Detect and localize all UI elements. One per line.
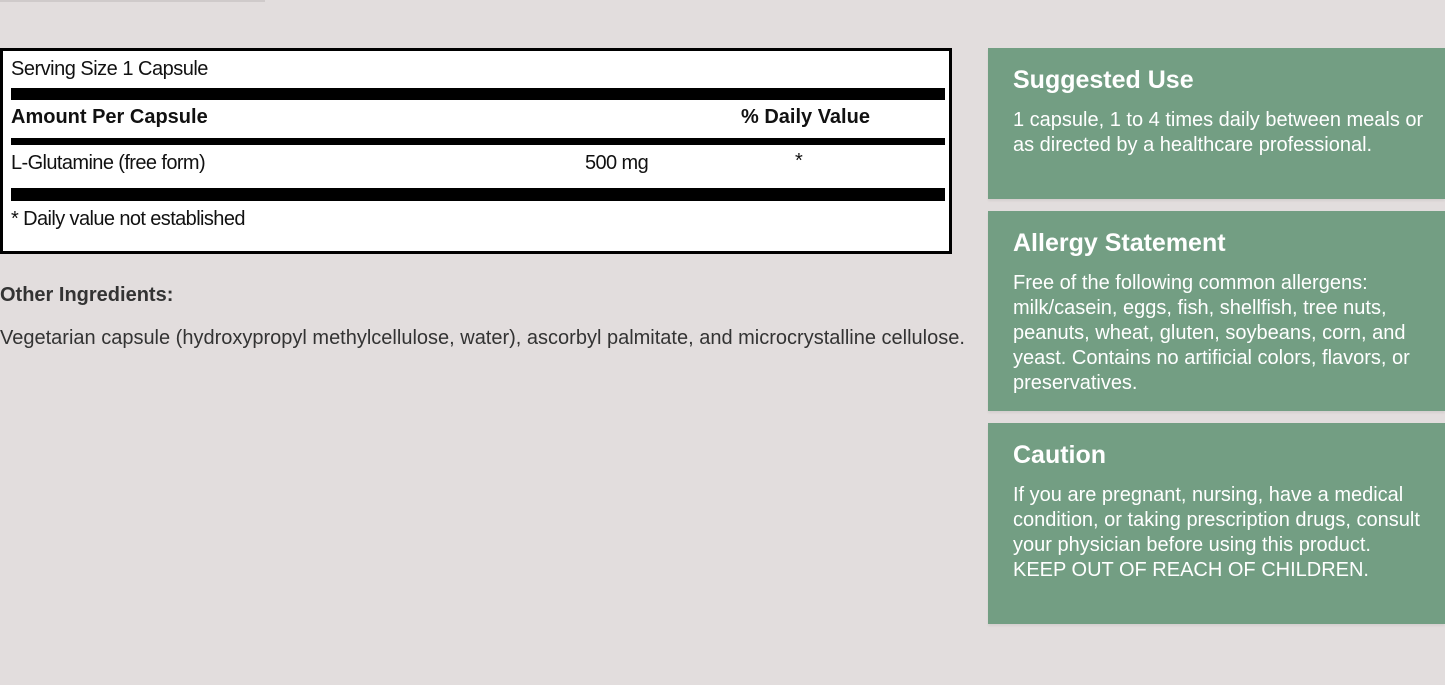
ingredient-name: L-Glutamine (free form) <box>11 152 206 174</box>
daily-value-footnote: * Daily value not established <box>11 208 245 230</box>
caution-body: If you are pregnant, nursing, have a medical condition, or taking prescription drugs, consult your physician before using this product. KEEP OUT OF REACH OF CHILDREN. <box>1013 484 1420 581</box>
allergy-statement-card <box>988 211 1445 411</box>
suggested-use-body: 1 capsule, 1 to 4 times daily between meals or as directed by a healthcare professional. <box>1013 109 1424 156</box>
caution-title: Caution <box>1013 441 1107 469</box>
suggested-use-title: Suggested Use <box>1013 66 1194 94</box>
allergy-statement-body: Free of the following common allergens: milk/casein, eggs, fish, shellfish, tree nuts, peanuts, wheat, gluten, soybeans, corn, and yeast. Contains no artificial colors, flavors, or preservatives. <box>1013 272 1410 394</box>
supplement-facts-panel <box>0 48 952 254</box>
daily-value-header: % Daily Value <box>741 106 870 128</box>
amount-per-header: Amount Per Capsule <box>11 106 208 128</box>
medium-divider <box>11 138 945 145</box>
other-ingredients-heading: Other Ingredients: <box>0 284 174 306</box>
suggested-use-card <box>988 48 1445 199</box>
allergy-statement-title: Allergy Statement <box>1013 229 1226 257</box>
caution-card <box>988 423 1445 624</box>
serving-size: Serving Size 1 Capsule <box>11 58 208 80</box>
top-divider <box>0 0 265 2</box>
ingredient-amount: 500 mg <box>585 152 649 174</box>
other-ingredients-text: Vegetarian capsule (hydroxypropyl methylcellulose, water), ascorbyl palmitate, and microcrystalline cellulose. <box>0 327 965 349</box>
thick-divider-bottom <box>11 188 945 201</box>
thick-divider <box>11 88 945 100</box>
ingredient-daily-value: * <box>795 150 803 172</box>
